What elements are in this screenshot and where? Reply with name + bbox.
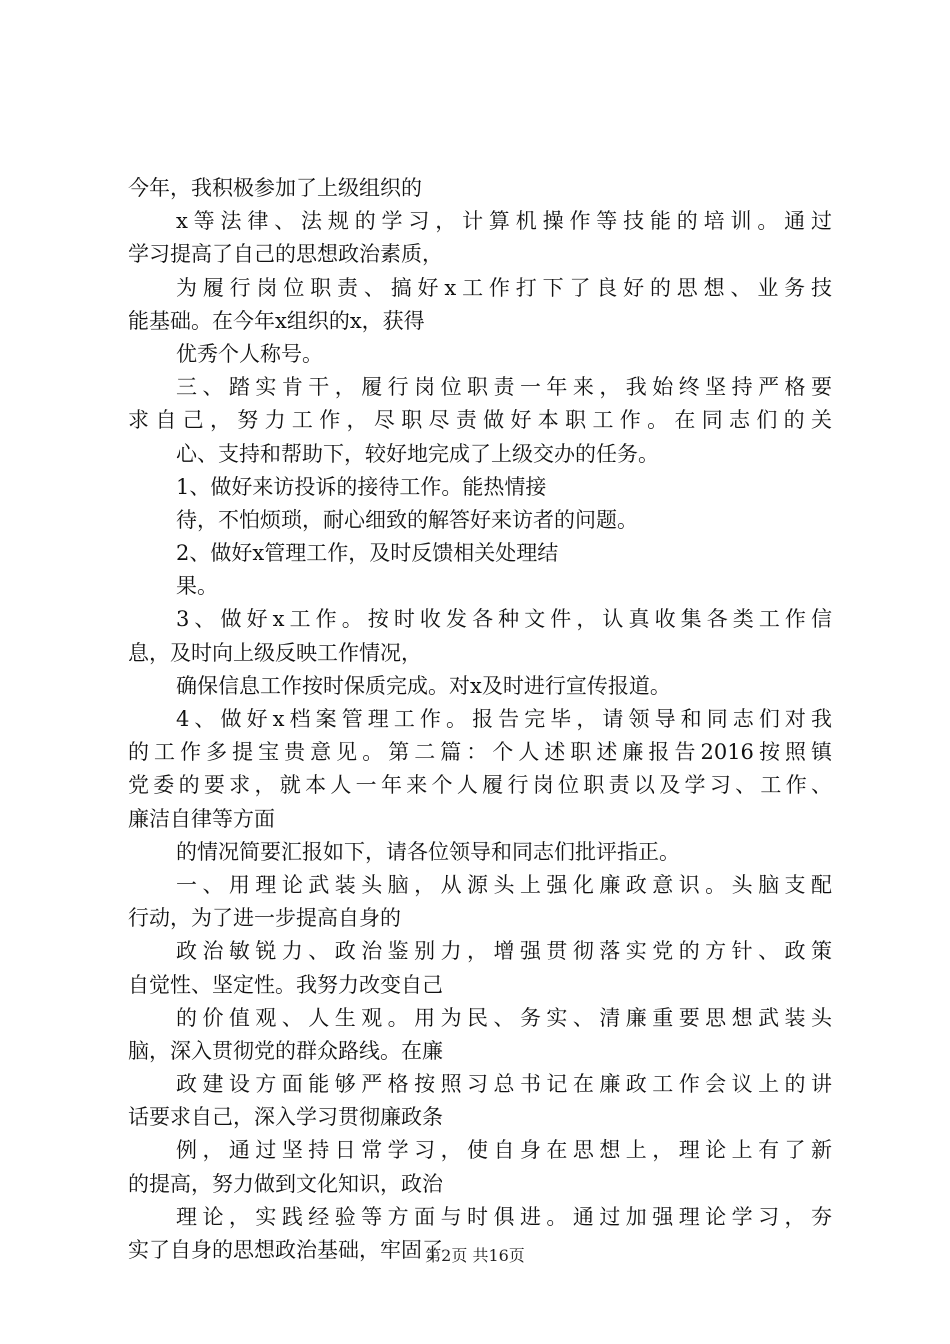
text-line: 确保信息工作按时保质完成。对x及时进行宣传报道。 [176,673,671,698]
text-line: 三、踏实肯干，履行岗位职责一年来，我始终坚持严格要 [176,375,832,400]
text-line: 学习提高了自己的思想政治素质， [128,242,443,267]
text-line: x等法律、法规的学习，计算机操作等技能的培训。通过 [176,209,832,234]
text-line: 政建设方面能够严格按照习总书记在廉政工作会议上的讲 [176,1072,832,1097]
document-body [128,172,832,1267]
text-line: 4、做好x档案管理工作。报告完毕，请领导和同志们对我 [176,707,832,731]
text-line: 政治敏锐力、政治鉴别力，增强贯彻落实党的方针、政策 [176,939,832,964]
text-line: 自觉性、坚定性。我努力改变自己 [128,972,443,997]
text-line: 理论，实践经验等方面与时俱进。通过加强理论学习，夯 [176,1204,832,1229]
page-number-footer: 第2页 共16页 [425,1246,525,1265]
text-line: 的工作多提宝贵意见。第二篇：个人述职述廉报告2016按照镇 [128,740,832,765]
text-line: 的情况简要汇报如下，请各位领导和同志们批评指正。 [176,839,680,864]
text-line: 话要求自己，深入学习贯彻廉政条 [128,1105,443,1130]
text-line: 例，通过坚持日常学习，使自身在思想上，理论上有了新 [176,1138,832,1163]
text-line: 行动，为了进一步提高自身的 [128,906,401,931]
text-line: 2、做好x管理工作，及时反馈相关处理结 [176,541,559,566]
text-line: 待，不怕烦琐，耐心细致的解答好来访者的问题。 [176,507,638,532]
text-line: 果。 [176,574,218,599]
text-line: 的价值观、人生观。用为民、务实、清廉重要思想武装头 [176,1005,832,1030]
text-line: 脑，深入贯彻党的群众路线。在廉 [128,1038,443,1063]
text-line: 息，及时向上级反映工作情况， [128,640,422,665]
text-line: 心、支持和帮助下，较好地完成了上级交办的任务。 [176,441,659,466]
text-line: 廉洁自律等方面 [128,806,275,831]
text-line: 党委的要求，就本人一年来个人履行岗位职责以及学习、工作、 [128,773,832,798]
text-line: 今年，我积极参加了上级组织的 [128,176,422,200]
text-line: 为履行岗位职责、搞好x工作打下了良好的思想、业务技 [176,275,832,300]
text-line: 优秀个人称号。 [176,341,323,366]
text-line: 的提高，努力做到文化知识，政治 [128,1171,443,1196]
text-line: 实了自身的思想政治基础，牢固了 [128,1238,443,1262]
text-line: 3、做好x工作。按时收发各种文件，认真收集各类工作信 [176,607,832,632]
text-line: 一、用理论武装头脑，从源头上强化廉政意识。头脑支配 [176,872,832,897]
text-line: 1、做好来访投诉的接待工作。能热情接 [176,474,547,499]
text-line: 求自己，努力工作，尽职尽责做好本职工作。在同志们的关 [128,408,832,433]
text-line: 能基础。在今年x组织的x，获得 [128,308,425,333]
